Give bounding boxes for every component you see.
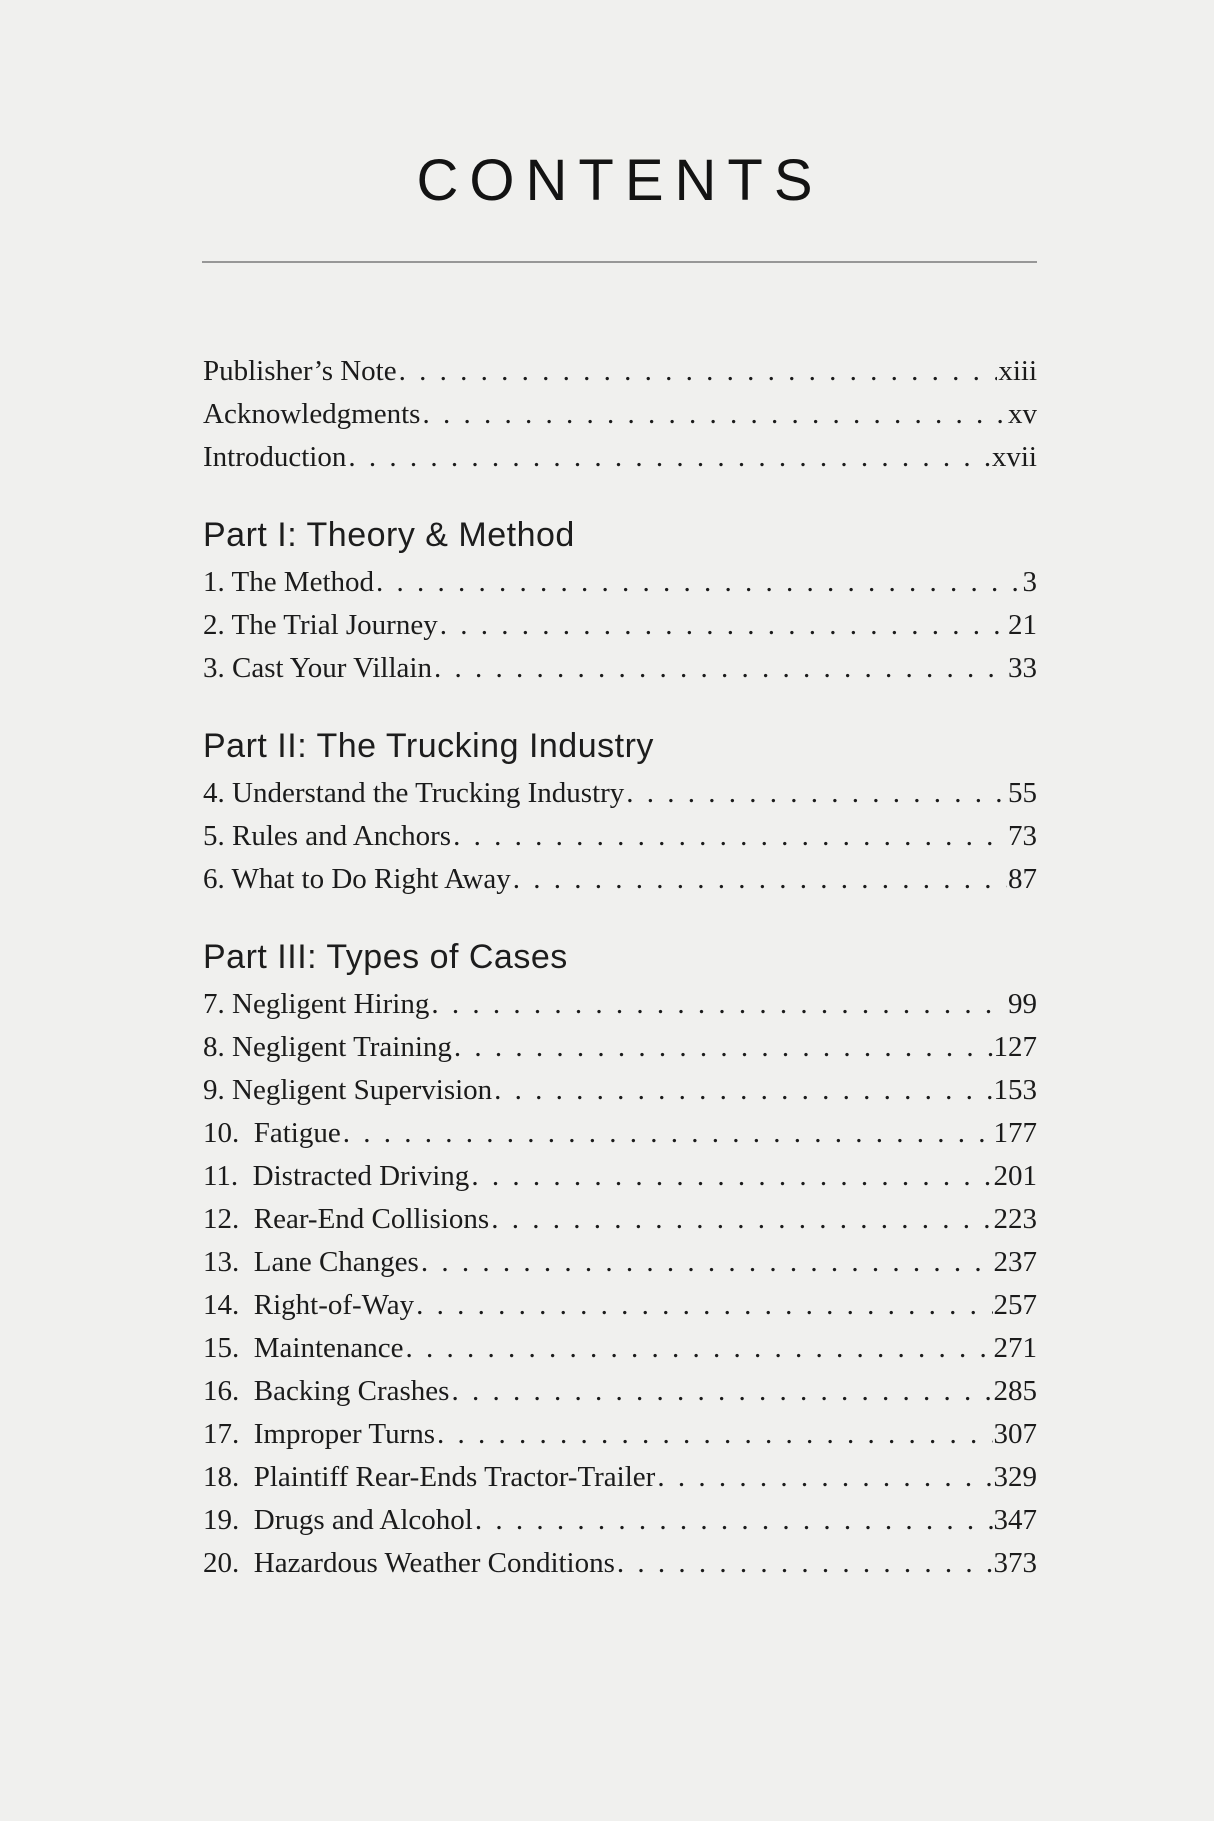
toc-entry-label: 2. The Trial Journey xyxy=(203,609,438,641)
toc-entry-ch8 xyxy=(203,1026,1037,1069)
dot-leader xyxy=(406,1327,993,1370)
dot-leader xyxy=(453,815,1007,858)
dot-leader xyxy=(416,1284,992,1327)
toc-entry-ch18 xyxy=(203,1456,1037,1499)
title-divider xyxy=(202,261,1037,263)
section-heading: Part III: Types of Cases xyxy=(203,938,568,976)
dot-leader xyxy=(399,350,998,393)
dot-leader xyxy=(348,436,991,479)
toc-entry-ch17 xyxy=(203,1413,1037,1456)
toc-entry-ch3 xyxy=(203,647,1037,690)
dot-leader xyxy=(657,1456,992,1499)
toc-entry-page: 347 xyxy=(993,1504,1037,1536)
toc-section-part-2 xyxy=(203,723,1037,901)
toc-entry-page: 237 xyxy=(993,1246,1037,1278)
toc-entry-page: 21 xyxy=(1008,609,1037,641)
dot-leader xyxy=(471,1155,992,1198)
toc-entry-label: 7. Negligent Hiring xyxy=(203,988,430,1020)
toc-entry-page: 307 xyxy=(993,1418,1037,1450)
toc-entry-page: 285 xyxy=(993,1375,1037,1407)
toc-entry-label: 4. Understand the Trucking Industry xyxy=(203,777,625,809)
toc-entry-page: 55 xyxy=(1008,777,1037,809)
toc-entry-ch2 xyxy=(203,604,1037,647)
toc-entry-introduction xyxy=(203,436,1037,479)
dot-leader xyxy=(626,772,1007,815)
toc-section-part-3 xyxy=(203,934,1037,1585)
toc-entry-acknowledgments xyxy=(203,393,1037,436)
toc-entry-label: 15. Maintenance xyxy=(203,1332,404,1364)
dot-leader xyxy=(491,1198,992,1241)
toc-entry-label: Acknowledgments xyxy=(203,398,421,430)
toc-entry-label: 1. The Method xyxy=(203,566,375,598)
toc-entry-page: 33 xyxy=(1008,652,1037,684)
toc-entry-label: 9. Negligent Supervision xyxy=(203,1074,493,1106)
toc-entry-page: 329 xyxy=(993,1461,1037,1493)
dot-leader xyxy=(617,1542,993,1585)
dot-leader xyxy=(454,1026,993,1069)
toc-entry-page: 223 xyxy=(993,1203,1037,1235)
toc-entry-publishers-note xyxy=(203,350,1037,393)
toc-entry-label: Publisher’s Note xyxy=(203,355,397,387)
toc-entry-label: 3. Cast Your Villain xyxy=(203,652,432,684)
toc-entry-label: 11. Distracted Driving xyxy=(203,1160,470,1192)
dot-leader xyxy=(421,1241,993,1284)
toc-entry-ch16 xyxy=(203,1370,1037,1413)
dot-leader xyxy=(513,858,1007,901)
toc-entry-label: 17. Improper Turns xyxy=(203,1418,436,1450)
dot-leader xyxy=(475,1499,993,1542)
toc-entry-ch13 xyxy=(203,1241,1037,1284)
toc-entry-label: Introduction xyxy=(203,441,347,473)
toc-entry-ch14 xyxy=(203,1284,1037,1327)
dot-leader xyxy=(431,983,1007,1026)
dot-leader xyxy=(376,561,1021,604)
toc-entry-page: 201 xyxy=(993,1160,1037,1192)
toc-entry-ch7 xyxy=(203,983,1037,1026)
dot-leader xyxy=(434,647,1007,690)
dot-leader xyxy=(437,1413,992,1456)
toc-entry-label: 10. Fatigue xyxy=(203,1117,341,1149)
dot-leader xyxy=(343,1112,993,1155)
toc-entry-page: 87 xyxy=(1008,863,1037,895)
toc-entry-label: 13. Lane Changes xyxy=(203,1246,419,1278)
toc-entry-label: 12. Rear-End Collisions xyxy=(203,1203,490,1235)
toc-entry-ch19 xyxy=(203,1499,1037,1542)
toc-entry-label: 18. Plaintiff Rear-Ends Tractor-Trailer xyxy=(203,1461,656,1493)
page-title: CONTENTS xyxy=(416,148,824,213)
dot-leader xyxy=(451,1370,992,1413)
dot-leader xyxy=(422,393,1007,436)
toc-entry-ch11 xyxy=(203,1155,1037,1198)
toc-section-part-1 xyxy=(203,512,1037,690)
toc-entry-page: 73 xyxy=(1008,820,1037,852)
toc-entry-ch12 xyxy=(203,1198,1037,1241)
dot-leader xyxy=(440,604,1007,647)
toc-entry-label: 6. What to Do Right Away xyxy=(203,863,511,895)
toc-entry-label: 8. Negligent Training xyxy=(203,1031,452,1063)
toc-entry-label: 5. Rules and Anchors xyxy=(203,820,452,852)
section-heading: Part II: The Trucking Industry xyxy=(203,727,654,765)
toc-entry-ch1 xyxy=(203,561,1037,604)
toc-entry-page: 177 xyxy=(993,1117,1037,1149)
toc-entry-label: 19. Drugs and Alcohol xyxy=(203,1504,473,1536)
toc-entry-page: xv xyxy=(1008,398,1037,430)
toc-entry-ch6 xyxy=(203,858,1037,901)
toc-entry-page: 373 xyxy=(993,1547,1037,1579)
toc-list xyxy=(203,350,1037,1585)
toc-entry-ch10 xyxy=(203,1112,1037,1155)
dot-leader xyxy=(494,1069,992,1112)
toc-entry-label: 14. Right-of-Way xyxy=(203,1289,415,1321)
toc-entry-ch20 xyxy=(203,1542,1037,1585)
toc-entry-label: 16. Backing Crashes xyxy=(203,1375,450,1407)
toc-entry-ch5 xyxy=(203,815,1037,858)
toc-entry-page: 99 xyxy=(1008,988,1037,1020)
toc-entry-ch9 xyxy=(203,1069,1037,1112)
toc-entry-page: 3 xyxy=(1022,566,1037,598)
section-heading: Part I: Theory & Method xyxy=(203,516,575,554)
toc-entry-label: 20. Hazardous Weather Conditions xyxy=(203,1547,615,1579)
toc-entry-page: 257 xyxy=(993,1289,1037,1321)
toc-entry-page: 127 xyxy=(993,1031,1037,1063)
toc-entry-page: 271 xyxy=(993,1332,1037,1364)
toc-entry-ch15 xyxy=(203,1327,1037,1370)
toc-entry-page: 153 xyxy=(993,1074,1037,1106)
toc-entry-page: xvii xyxy=(991,441,1037,473)
toc-entry-ch4 xyxy=(203,772,1037,815)
toc-entry-page: xiii xyxy=(998,355,1037,387)
